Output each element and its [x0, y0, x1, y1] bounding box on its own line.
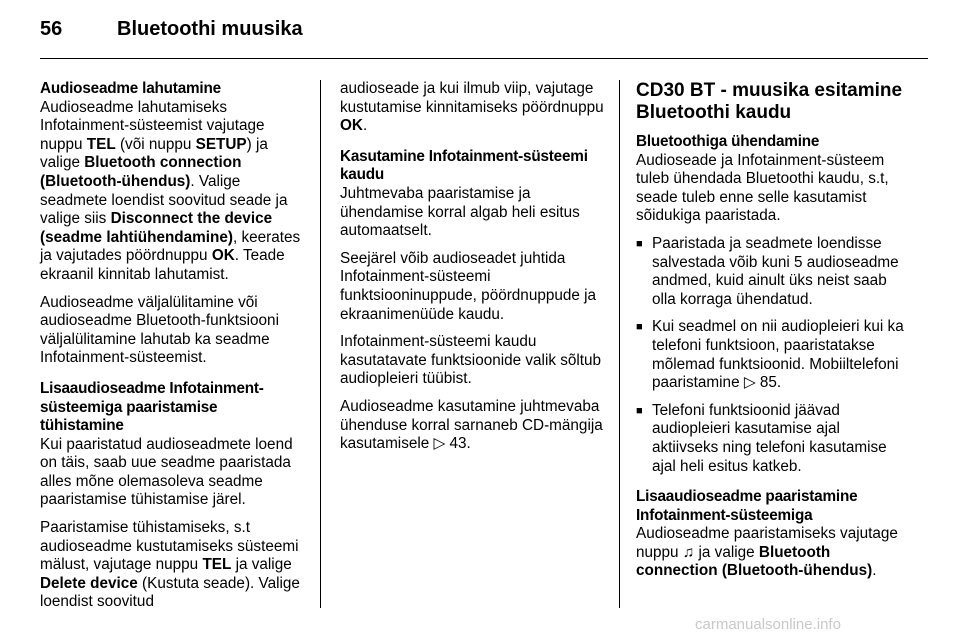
list-item: ■ Paaristada ja seadmete loendisse salvestada võib kuni 5 audioseadme andmed, kuid ainult üks neist saab olla korraga ühendatud.	[636, 235, 908, 309]
paragraph-connect: Audioseade ja Infotainment-süsteem tuleb ühendada Bluetoothi kaudu, s.t, seade tuleb enne selle kasutamist sõidukiga paaristada.	[636, 151, 889, 225]
text-run: . Valige seadmete loendist soovitud seade ja valige siis	[40, 172, 288, 228]
column-3	[636, 80, 908, 590]
heading-usage: Kasutamine Infotainment-süsteemi kaudu	[340, 147, 588, 184]
text-run: , keerates ja vajutades pöördnuppu	[40, 228, 301, 265]
text-run: audioseade ja kui ilmub viip, vajutage kustutamise kinnitamiseks pöördnuppu	[340, 80, 604, 116]
text-run: SETUP	[195, 135, 247, 153]
paragraph-list-full: Kui paaristatud audioseadmete loend on täis, saab uue seadme paaristada alles mõne olemasoleva seadme paaristamise tühistamise järel.	[40, 435, 293, 509]
list-item	[636, 318, 908, 392]
heading-unpair: Lisaaudioseadme Infotainment-süsteemiga paaristamise tühistamine	[40, 379, 264, 435]
paragraph-cd-similar-text: Audioseadme kasutamine juhtmevaba ühenduse korral sarnaneb CD-mängija kasutamisele	[340, 397, 603, 453]
text-run: Audioseadme paaristamiseks vajutage nuppu	[636, 525, 898, 561]
text-run: Delete device	[40, 574, 138, 592]
text-run: Disconnect the device (seadme lahtiühendamine)	[40, 210, 273, 246]
header-rule	[40, 58, 928, 59]
bullet-list	[636, 235, 908, 476]
paragraph-autoplay: Juhtmevaba paaristamise ja ühendamise korral algab heli esitus automaatselt.	[340, 184, 580, 240]
list-item: ■ Telefoni funktsioonid jäävad audiopleieri kasutamise ajal aktiivseks ning telefoni kasutamise ajal heli esitus katkeb.	[636, 402, 908, 476]
column-divider	[619, 80, 620, 608]
page-ref-85: 85.	[759, 374, 782, 392]
text-run: .	[872, 562, 877, 580]
text-run: Audioseadme lahutamiseks Infotainment-süsteemist vajutage nuppu	[40, 98, 265, 153]
text-run: (või nuppu	[115, 135, 196, 153]
paragraph-switch-off: Audioseadme väljalülitamine või audioseadme Bluetooth-funktsiooni väljalülitamine lahutab ka seadme Infotainment-süsteemist.	[40, 293, 279, 367]
heading-connect: Bluetoothiga ühendamine	[636, 133, 820, 150]
paragraph-cd-similar	[340, 398, 604, 454]
page-header	[40, 18, 303, 48]
text-run: OK	[211, 247, 235, 265]
section-title: CD30 BT - muusika esitamine Bluetoothi kaudu	[636, 80, 903, 123]
column-1	[40, 80, 305, 621]
watermark: carmanualsonline.info	[695, 616, 841, 633]
page-title: Bluetoothi muusika	[117, 18, 303, 40]
text-run: (Kustuta seade). Valige loendist soovitud	[40, 574, 300, 611]
text-run: ja valige	[694, 543, 759, 561]
text-run: ) ja valige	[40, 135, 268, 172]
text-run: ♫	[682, 543, 695, 561]
text-run: ja valige	[231, 556, 292, 574]
list-item-text: Kui seadmel on nii audiopleieri kui ka telefoni funktsioon, paaristatakse mõlemad funktsioonid. Mobiiltelefoni paaristamine	[652, 318, 904, 392]
page-ref-arrow-icon: ▷	[743, 374, 760, 392]
text-run: Bluetooth connection (Bluetooth-ühendus)	[40, 154, 242, 190]
text-run: TEL	[86, 135, 116, 153]
page-ref-arrow-icon: ▷	[433, 435, 450, 453]
text-run: Bluetooth connection (Bluetooth-ühendus)	[636, 543, 873, 580]
heading-disconnect: Audioseadme lahutamine	[40, 80, 221, 97]
page-number: 56	[40, 18, 63, 40]
text-run: Paaristamise tühistamiseks, s.t audioseadme kustutamiseks süsteemi mälust, vajutage nuppu	[40, 519, 299, 574]
paragraph-controls: Seejärel võib audioseadet juhtida Infotainment-süsteemi funktsiooninuppude, pöördnuppude ja ekraanimenüüde kaudu.	[340, 249, 597, 323]
text-run: TEL	[202, 556, 232, 574]
paragraph-confirm-delete	[340, 80, 604, 136]
text-run: OK	[340, 117, 363, 135]
heading-pair-additional: Lisaaudioseadme paaristamine Infotainment-süsteemiga	[636, 488, 858, 524]
paragraph-pair-steps	[636, 525, 908, 581]
column-2	[340, 80, 604, 463]
text-run: .	[362, 117, 368, 135]
paragraph-disconnect	[40, 99, 305, 285]
text-run: . Teade ekraanil kinnitab lahutamist.	[40, 247, 285, 283]
page-ref-43: 43.	[449, 435, 471, 453]
paragraph-functions: Infotainment-süsteemi kaudu kasutatavate funktsioonide valik sõltub audiopleieri tüübist.	[340, 333, 602, 388]
paragraph-unpair-steps	[40, 519, 305, 612]
column-divider	[320, 80, 321, 608]
